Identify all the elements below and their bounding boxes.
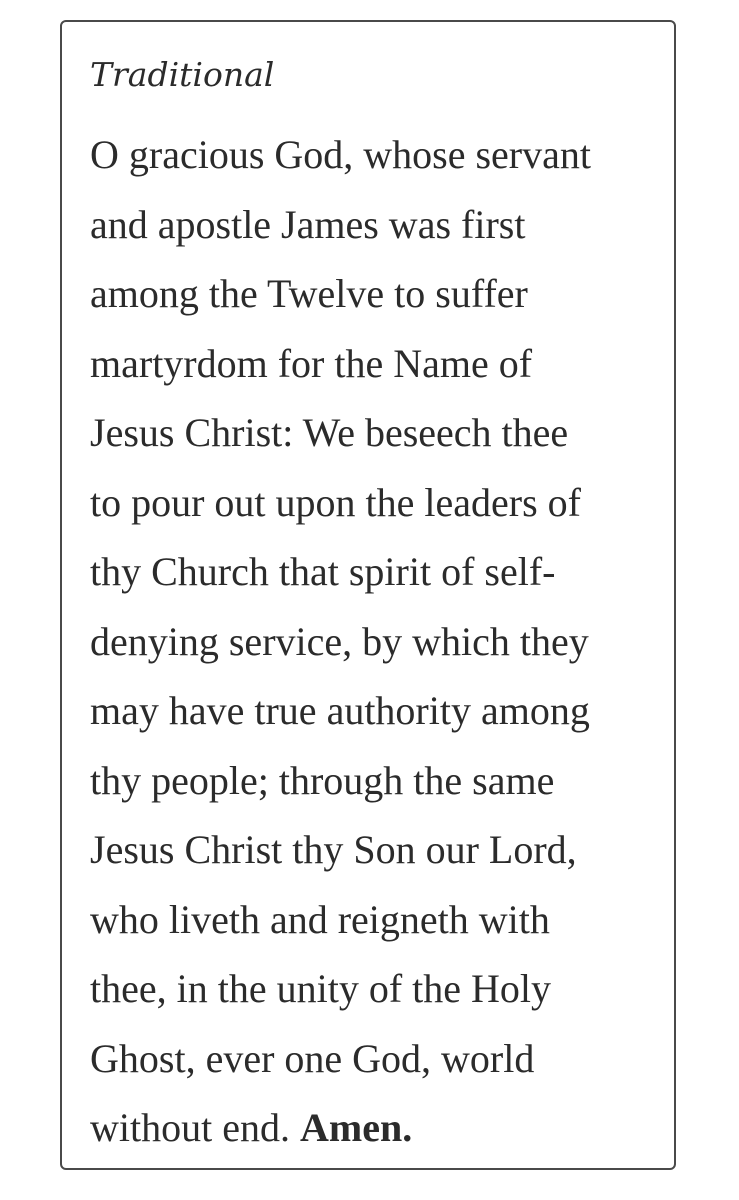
- prayer-line: martyrdom for the Name of: [90, 340, 533, 386]
- prayer-line: may have true authority among: [90, 688, 590, 733]
- prayer-line: and apostle James was first: [90, 201, 526, 247]
- prayer-label: Traditional: [90, 55, 275, 94]
- prayer-line: to pour out upon the leaders of: [90, 479, 581, 525]
- prayer-line: Jesus Christ thy Son our Lord,: [90, 827, 577, 872]
- prayer-card: [60, 20, 676, 1170]
- prayer-closing-text: without end.: [90, 1105, 300, 1150]
- prayer-closing-line: [90, 1093, 591, 1163]
- prayer-line: thee, in the unity of the Holy: [90, 966, 552, 1011]
- prayer-line: Jesus Christ: We beseech thee: [90, 410, 569, 455]
- amen-emphasis: Amen.: [299, 1105, 413, 1150]
- prayer-line: thy people; through the same: [90, 757, 555, 803]
- prayer-line: Ghost, ever one God, world: [90, 1035, 535, 1081]
- prayer-line: who liveth and reigneth with: [90, 896, 550, 942]
- prayer-text: [90, 120, 591, 1163]
- prayer-line: thy Church that spirit of self-: [90, 549, 556, 594]
- prayer-line: denying service, by which they: [90, 618, 589, 664]
- prayer-line: O gracious God, whose servant: [90, 132, 591, 177]
- prayer-line: among the Twelve to suffer: [90, 271, 528, 316]
